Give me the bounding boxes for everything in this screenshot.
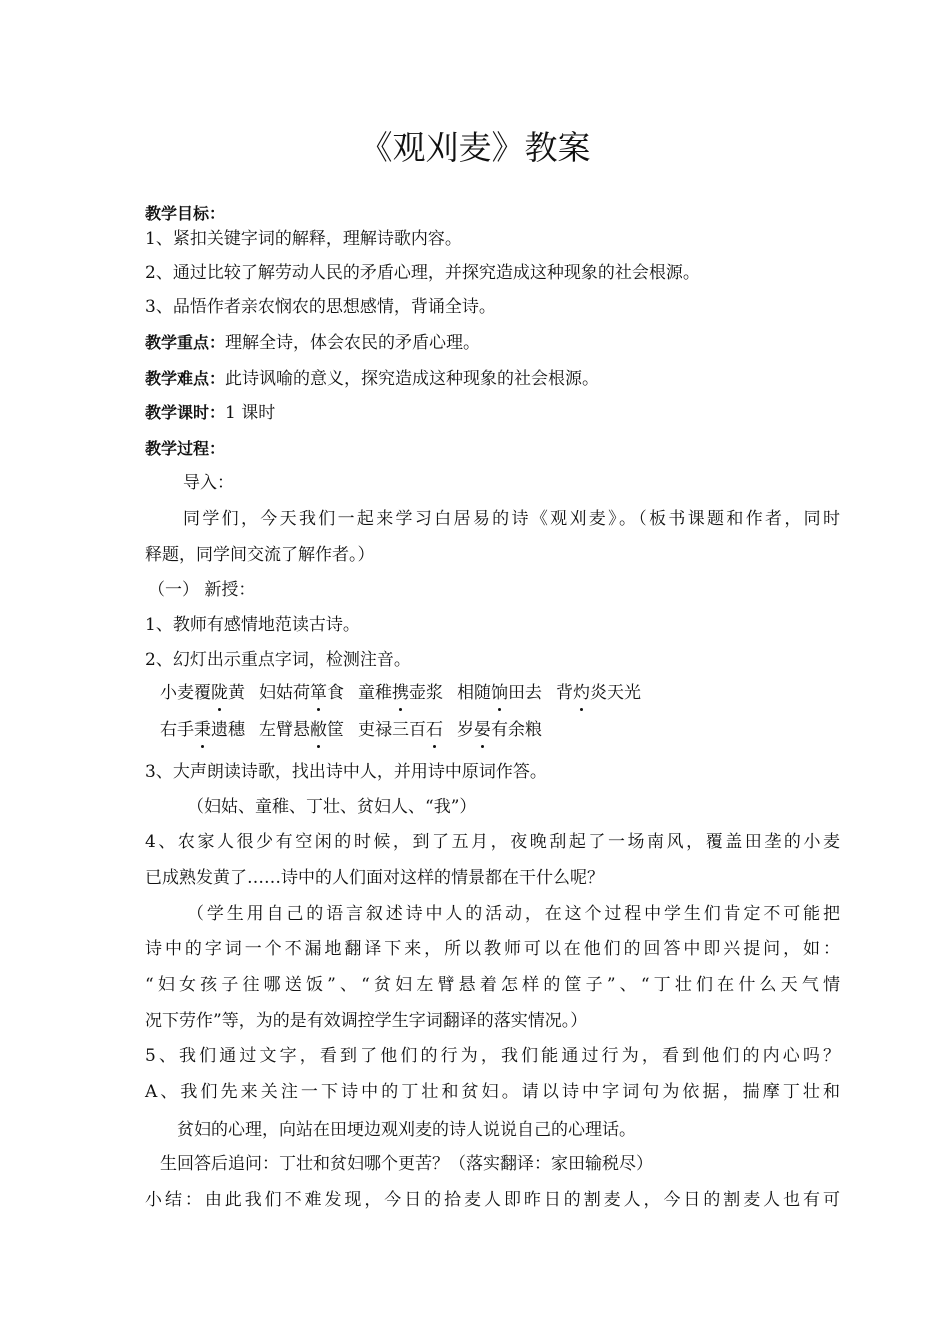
vocab-text: 炎天光 <box>590 683 641 703</box>
vocab-text: 遗穗 <box>211 720 245 740</box>
section-heading: （一） 新授： <box>148 580 256 600</box>
vocab-phrase <box>358 683 443 703</box>
key-point-text: 理解全诗，体会农民的矛盾心理。 <box>225 333 481 353</box>
emphasis-char: 箪 <box>310 683 327 703</box>
emphasis-char: 饷 <box>491 683 508 703</box>
intro-paragraph-line: 同学们，今天我们一起来学习白居易的诗《观刈麦》。（板书课题和作者，同时 <box>183 509 840 529</box>
vocab-phrase <box>556 683 641 703</box>
emphasis-char: 秉 <box>194 720 211 740</box>
step-paragraph-line: A、我们先来关注一下诗中的丁壮和贫妇。请以诗中字词句为依据，揣摩丁壮和 <box>145 1082 840 1102</box>
note-paragraph-line: 况下劳作”等，为的是有效调控学生字词翻译的落实情况。） <box>145 1011 588 1031</box>
objective-item: 1、紧扣关键字词的解释，理解诗歌内容。 <box>145 229 462 249</box>
emphasis-char: 携 <box>392 683 409 703</box>
class-hours-label: 教学课时： <box>145 403 226 422</box>
emphasis-char: 石 <box>426 720 443 740</box>
step-item: 5、我们通过文字，看到了他们的行为，我们能通过行为，看到他们的内心吗？ <box>145 1046 840 1066</box>
step-item: 2、幻灯出示重点字词，检测注音。 <box>145 650 411 670</box>
vocab-text: 相随 <box>457 683 491 703</box>
vocab-text: 食 <box>327 683 344 703</box>
emphasis-char: 灼 <box>573 683 590 703</box>
difficulty <box>145 367 840 391</box>
class-hours-text: 1 课时 <box>225 403 276 423</box>
process-heading: 教学过程： <box>145 439 226 458</box>
vocab-row <box>160 718 840 742</box>
page-title: 《观刈麦》教案 <box>359 128 591 167</box>
key-point-label: 教学重点： <box>145 333 226 352</box>
vocab-phrase <box>358 720 443 740</box>
objective-item: 3、品悟作者亲农悯农的思想感情，背诵全诗。 <box>145 297 496 317</box>
intro-label: 导入： <box>183 473 234 493</box>
followup-question: 生回答后追问：丁壮和贫妇哪个更苦？（落实翻译：家田输税尽） <box>160 1154 653 1174</box>
step-item: 1、教师有感情地范读古诗。 <box>145 615 360 635</box>
vocab-text: 小麦覆 <box>160 683 211 703</box>
step-answer: （妇姑、童稚、丁壮、贫妇人、“我”） <box>187 797 477 817</box>
key-point <box>145 331 840 355</box>
step-paragraph-line: 4、农家人很少有空闲的时候，到了五月，夜晚刮起了一场南风，覆盖田垄的小麦 <box>145 832 840 852</box>
vocab-text: 吏禄三百 <box>358 720 426 740</box>
step-item: 3、大声朗读诗歌，找出诗中人，并用诗中原词作答。 <box>145 762 547 782</box>
vocab-text: 右手 <box>160 720 194 740</box>
vocab-phrase <box>160 720 245 740</box>
note-paragraph-line: （学生用自己的语言叙述诗中人的活动，在这个过程中学生们肯定不可能把 <box>187 904 840 924</box>
vocab-text: 岁 <box>457 720 474 740</box>
difficulty-label: 教学难点： <box>145 369 226 388</box>
vocab-text: 妇姑荷 <box>259 683 310 703</box>
objectives-heading: 教学目标： <box>145 204 226 223</box>
vocab-phrase <box>259 720 344 740</box>
vocab-text: 有余粮 <box>491 720 542 740</box>
intro-paragraph-line: 释题，同学间交流了解作者。） <box>145 545 375 565</box>
vocab-row <box>160 681 840 705</box>
vocab-text: 田去 <box>508 683 542 703</box>
note-paragraph-line: “妇女孩子往哪送饭”、“贫妇左臂悬着怎样的筐子”、“丁壮们在什么天气情 <box>145 975 840 995</box>
vocab-text: 背 <box>556 683 573 703</box>
vocab-phrase <box>160 683 245 703</box>
vocab-text: 左臂悬 <box>259 720 310 740</box>
emphasis-char: 敝 <box>310 720 327 740</box>
vocab-text: 壶浆 <box>409 683 443 703</box>
difficulty-text: 此诗讽喻的意义，探究造成这种现象的社会根源。 <box>225 369 600 389</box>
emphasis-char: 晏 <box>474 720 491 740</box>
vocab-phrase <box>457 683 542 703</box>
emphasis-char: 陇 <box>211 683 228 703</box>
objective-item: 2、通过比较了解劳动人民的矛盾心理，并探究造成这种现象的社会根源。 <box>145 263 700 283</box>
class-hours <box>145 401 840 425</box>
note-paragraph-line: 诗中的字词一个不漏地翻译下来，所以教师可以在他们的回答中即兴提问，如： <box>145 939 840 959</box>
summary-line: 小结：由此我们不难发现，今日的拾麦人即昨日的割麦人，今日的割麦人也有可 <box>145 1190 840 1210</box>
vocab-text: 筐 <box>327 720 344 740</box>
vocab-text: 童稚 <box>358 683 392 703</box>
step-paragraph-line: 已成熟发黄了……诗中的人们面对这样的情景都在干什么呢？ <box>145 868 604 888</box>
vocab-text: 黄 <box>228 683 245 703</box>
step-paragraph-line: 贫妇的心理，向站在田埂边观刈麦的诗人说说自己的心理话。 <box>177 1120 636 1140</box>
vocab-phrase <box>259 683 344 703</box>
vocab-phrase <box>457 720 542 740</box>
